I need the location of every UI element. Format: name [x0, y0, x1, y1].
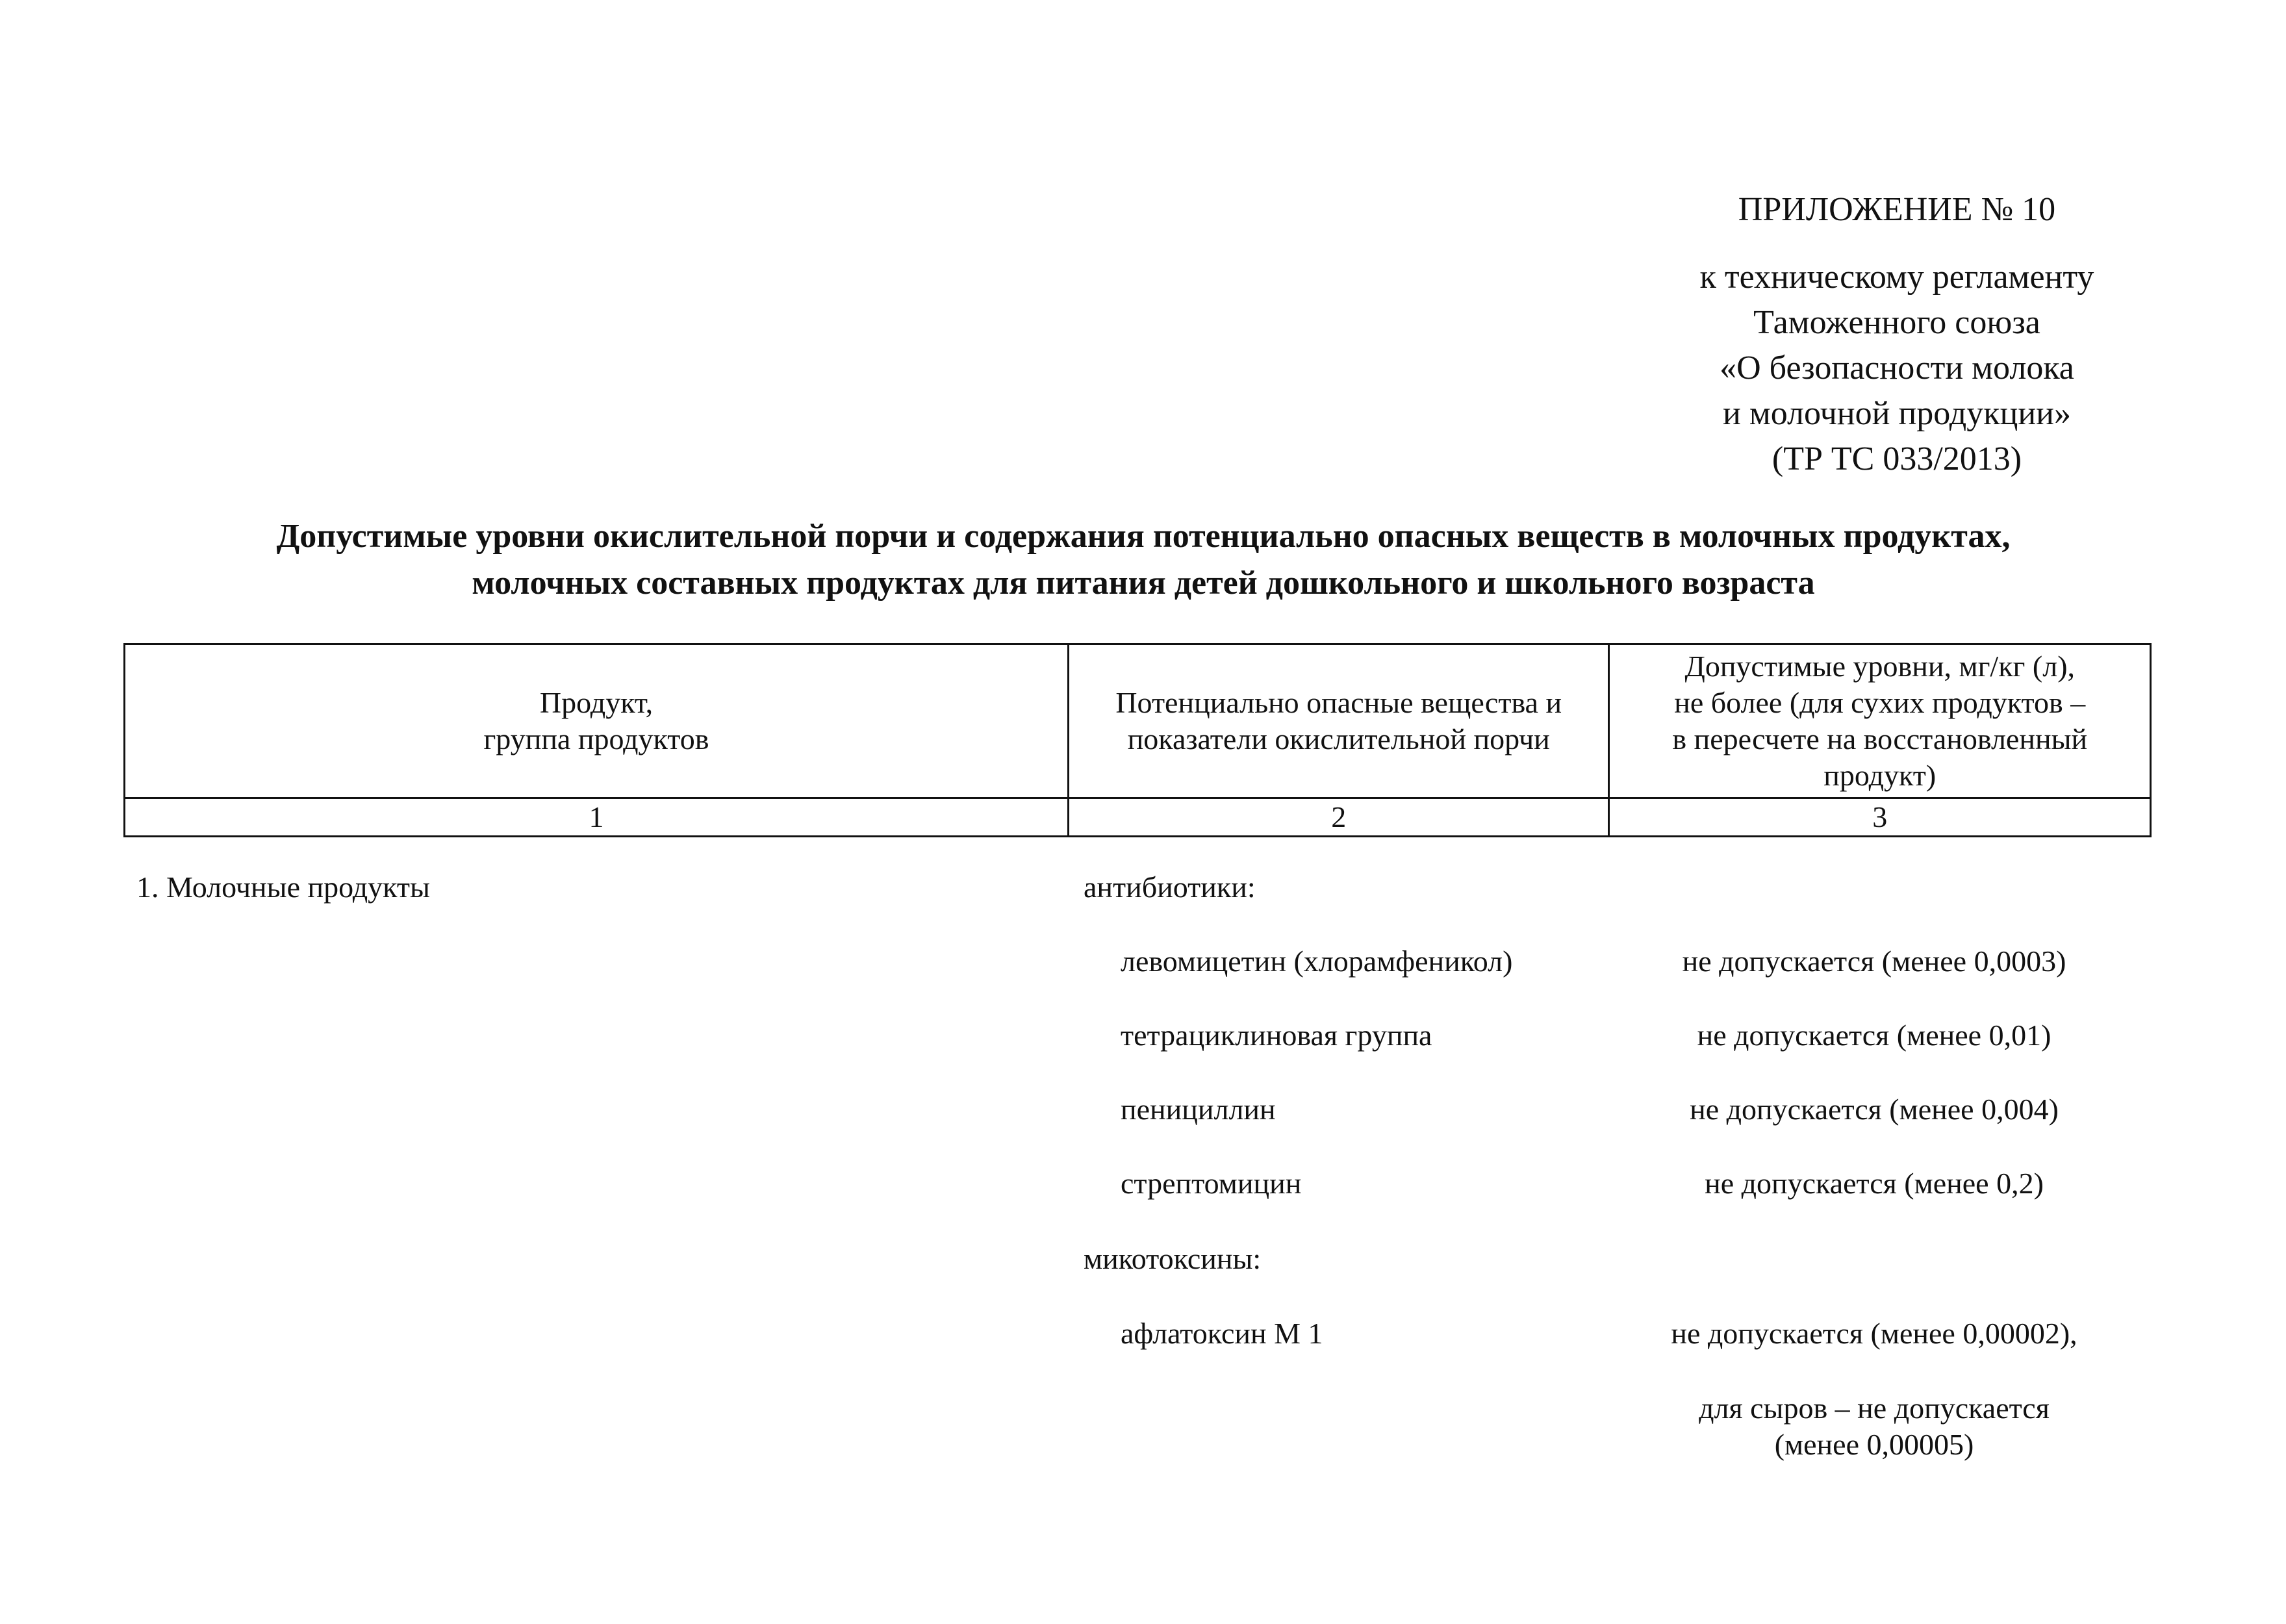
level-value: не допускается (менее 0,004) [1690, 1093, 2059, 1126]
column-number: 2 [1068, 798, 1609, 837]
column-number: 3 [1609, 798, 2151, 837]
substance-group: антибиотики: [1084, 870, 1256, 904]
product-name: 1. Молочные продукты [136, 870, 430, 904]
header-text: продукт) [1823, 759, 1937, 792]
column-number: 1 [125, 798, 1069, 837]
level-value: для сыров – не допускается [1699, 1391, 2050, 1425]
level-value: не допускается (менее 0,2) [1705, 1167, 2044, 1200]
appendix-line: Таможенного союза [1753, 304, 2040, 341]
substance-group: микотоксины: [1084, 1242, 1262, 1275]
header-text: не более (для сухих продуктов – [1674, 686, 2086, 719]
header-text: показатели окислительной порчи [1127, 722, 1550, 755]
level-value: не допускается (менее 0,01) [1697, 1019, 2051, 1052]
appendix-line: к техническому регламенту [1699, 259, 2094, 296]
level-value: не допускается (менее 0,0003) [1682, 945, 2066, 978]
header-text: группа продуктов [483, 722, 709, 755]
appendix-line: «О безопасности молока [1720, 349, 2074, 387]
document-title-line: Допустимые уровни окислительной порчи и содержания потенциально опасных веществ в молочных продуктах, [276, 518, 2011, 555]
header-text: Потенциально опасные вещества и [1115, 686, 1562, 719]
document-title-line: молочных составных продуктах для питания детей дошкольного и школьного возраста [472, 565, 1815, 602]
appendix-title: ПРИЛОЖЕНИЕ № 10 [1738, 191, 2056, 228]
substance-name: левомицетин (хлорамфеникол) [1121, 945, 1513, 978]
appendix-line: и молочной продукции» [1723, 395, 2071, 432]
header-text: в пересчете на восстановленный [1672, 722, 2088, 755]
substance-name: пенициллин [1121, 1093, 1276, 1126]
appendix-line: (ТР ТС 033/2013) [1772, 440, 2022, 477]
substance-name: стрептомицин [1121, 1167, 1302, 1200]
header-text: Продукт, [539, 686, 654, 719]
level-value: (менее 0,00005) [1774, 1428, 1974, 1461]
header-text: Допустимые уровни, мг/кг (л), [1684, 650, 2076, 683]
substance-name: тетрациклиновая группа [1121, 1019, 1432, 1052]
substance-name: афлатоксин М 1 [1121, 1317, 1323, 1350]
level-value: не допускается (менее 0,00002), [1671, 1317, 2077, 1350]
